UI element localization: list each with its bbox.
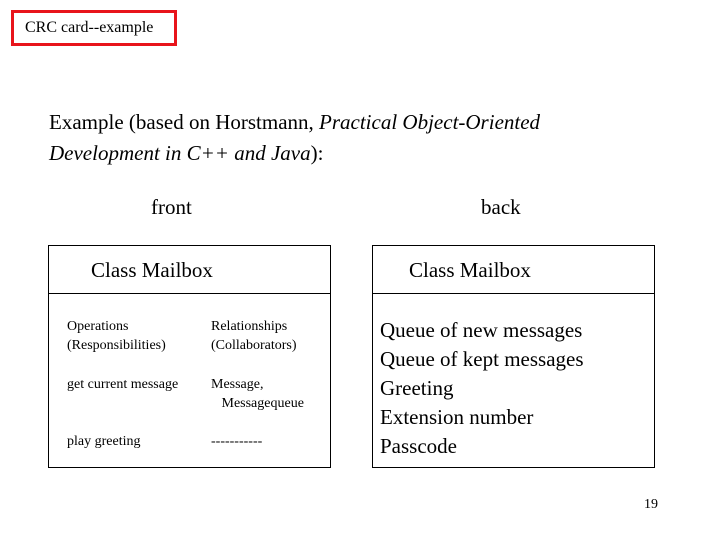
list-item: Queue of new messages	[380, 318, 583, 342]
intro-text	[49, 107, 689, 169]
intro-suffix: ):	[310, 141, 324, 165]
operation-get-current-message: get current message	[67, 377, 179, 392]
slide-title-box	[11, 10, 177, 46]
operations-header: Operations (Responsibilities)	[67, 319, 166, 353]
back-card	[372, 245, 655, 468]
back-card-list	[380, 316, 584, 461]
front-label: front	[151, 195, 192, 219]
collaborators-play-greeting: -----------	[211, 434, 263, 449]
back-label: back	[481, 195, 521, 219]
list-item: Passcode	[380, 434, 457, 458]
list-item: Greeting	[380, 376, 454, 400]
slide-title: CRC card--example	[25, 19, 154, 36]
page-number: 19	[644, 497, 658, 512]
back-card-header	[373, 246, 654, 294]
list-item: Queue of kept messages	[380, 347, 584, 371]
back-card-class-name: Class Mailbox	[409, 258, 531, 282]
book-title-line2: Development in C++ and Java	[49, 141, 311, 165]
list-item: Extension number	[380, 405, 534, 429]
operation-play-greeting: play greeting	[67, 434, 141, 449]
front-card-class-name: Class Mailbox	[91, 258, 213, 282]
intro-prefix: Example (based on Horstmann,	[49, 110, 320, 134]
collaborators-header: Relationships (Collaborators)	[211, 319, 297, 353]
book-title-line1: Practical Object-Oriented	[319, 110, 541, 134]
collaborators-get-current-message: Message, Messagequeue	[211, 377, 304, 411]
front-card	[48, 245, 331, 468]
front-card-header	[49, 246, 330, 294]
